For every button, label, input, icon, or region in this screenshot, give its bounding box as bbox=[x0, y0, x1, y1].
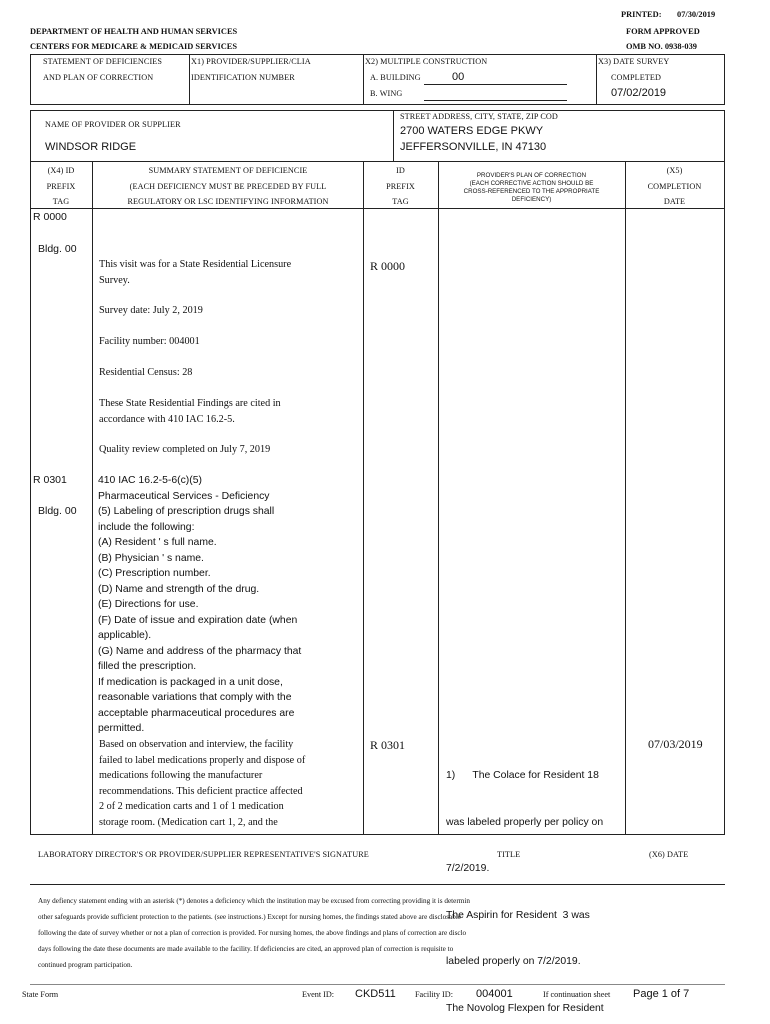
finding-text: Based on observation and interview, the facility failed to label medications properly and dispose of medications following the manufacturer recommendations. This deficient practice affected 2 of 2 medication carts and 1 of 1 medication storage room. (Medication cart 1, 2, and the bbox=[99, 739, 306, 828]
plan-of-correction: 1) The Colace for Resident 18 was labeled properly per policy on 7/2/2019. The Aspirin for Resident 3 was labeled properly on 7/2/2019. The Novolog Flexpen for Resident bbox=[446, 770, 604, 1014]
x1-label-1: X1) PROVIDER/SUPPLIER/CLIA bbox=[191, 57, 311, 66]
id-tag-r0301: R 0301 bbox=[370, 738, 406, 752]
col-x5-1: (X5) bbox=[666, 166, 683, 175]
col-summary-2: (EACH DEFICIENCY MUST BE PRECEDED BY FULL bbox=[129, 182, 327, 191]
x3-label-2: COMPLETED bbox=[611, 73, 662, 82]
findings-statement: These State Residential Findings are cited in accordance with 410 IAC 16.2-5. bbox=[99, 398, 281, 425]
col-id-1: ID bbox=[396, 166, 405, 175]
form-approved: FORM APPROVED bbox=[626, 27, 700, 36]
statement-label-2: AND PLAN OF CORRECTION bbox=[43, 73, 154, 82]
col-summary-1: SUMMARY STATEMENT OF DEFICIENCIE bbox=[148, 166, 308, 175]
tag-r0000: R 0000 bbox=[33, 211, 67, 223]
page-number: Page 1 of 7 bbox=[633, 988, 690, 1000]
col-x4-2: PREFIX bbox=[46, 182, 76, 191]
printed-date: 07/30/2019 bbox=[677, 10, 716, 19]
col-id-2: PREFIX bbox=[386, 182, 415, 191]
event-id-label: Event ID: bbox=[302, 990, 335, 999]
x2-label: X2) MULTIPLE CONSTRUCTION bbox=[365, 57, 488, 66]
visit-intro: This visit was for a State Residential Licensure Survey. bbox=[99, 259, 292, 286]
city-state-zip: JEFFERSONVILLE, IN 47130 bbox=[400, 141, 547, 153]
col-plan-1: PROVIDER'S PLAN OF CORRECTION bbox=[476, 172, 587, 179]
signature-label: LABORATORY DIRECTOR'S OR PROVIDER/SUPPLIER REPRESENTATIVE'S SIGNATURE bbox=[38, 850, 369, 859]
printed-label: PRINTED: bbox=[621, 10, 662, 19]
col-plan-2: (EACH CORRECTIVE ACTION SHOULD BE bbox=[469, 180, 594, 187]
survey-date: Survey date: July 2, 2019 bbox=[99, 305, 203, 316]
street-address: 2700 WATERS EDGE PKWY bbox=[400, 125, 544, 137]
col-summary-3: REGULATORY OR LSC IDENTIFYING INFORMATION bbox=[127, 197, 329, 206]
title-label: TITLE bbox=[497, 850, 521, 859]
x1-label-2: IDENTIFICATION NUMBER bbox=[191, 73, 295, 82]
dept-title: DEPARTMENT OF HEALTH AND HUMAN SERVICES bbox=[30, 27, 238, 36]
col-x4-3: TAG bbox=[52, 197, 70, 206]
regulation-text: 410 IAC 16.2-5-6(c)(5) Pharmaceutical Services - Deficiency (5) Labeling of prescription drugs shall include the following: (A) Resident ' s full name. (B) Physician ' s name. (C) Prescription number. (D) Name and strength of the drug. (E) Directions for use. (F) Date of issue and expiration date (when applicable). (G) Name and address of the pharmacy that filled the prescription. If medication is packaged in a unit dose, reasonable variations that comply with the acceptable pharmaceutical procedures are permitted. bbox=[98, 475, 302, 734]
statement-label-1: STATEMENT OF DEFICIENCIES bbox=[43, 57, 163, 66]
x6-date-label: (X6) DATE bbox=[649, 850, 689, 859]
col-x5-2: COMPLETION bbox=[647, 182, 702, 191]
col-plan-3: CROSS-REFERENCED TO THE APPROPRIATE bbox=[463, 188, 600, 195]
completion-date: 07/03/2019 bbox=[648, 737, 703, 751]
building-value: 00 bbox=[452, 71, 465, 83]
event-id-value: CKD511 bbox=[355, 988, 396, 1000]
omb-number: OMB NO. 0938-039 bbox=[626, 42, 697, 51]
facility-number: Facility number: 004001 bbox=[99, 336, 200, 347]
x3-label-1: X3) DATE SURVEY bbox=[598, 57, 670, 66]
col-x5-3: DATE bbox=[663, 197, 686, 206]
col-plan-4: DEFICIENCY) bbox=[511, 196, 552, 203]
street-label: STREET ADDRESS, CITY, STATE, ZIP COD bbox=[400, 112, 558, 121]
provider-name: WINDSOR RIDGE bbox=[45, 141, 137, 153]
facility-id-label: Facility ID: bbox=[415, 990, 453, 999]
residential-census: Residential Census: 28 bbox=[99, 367, 193, 378]
col-id-3: TAG bbox=[392, 197, 409, 206]
id-tag-r0000: R 0000 bbox=[370, 259, 406, 273]
wing-label: B. WING bbox=[370, 89, 403, 98]
tag-r0301: R 0301 bbox=[33, 474, 67, 486]
building-label: A. BUILDING bbox=[370, 73, 421, 82]
continuation-label: If continuation sheet bbox=[543, 990, 611, 999]
centers-title: CENTERS FOR MEDICARE & MEDICAID SERVICES bbox=[30, 42, 238, 51]
facility-id-value: 004001 bbox=[476, 988, 513, 1000]
provider-name-label: NAME OF PROVIDER OR SUPPLIER bbox=[45, 120, 181, 129]
bldg-label-2: Bldg. 00 bbox=[38, 505, 77, 517]
col-x4-1: (X4) ID bbox=[47, 166, 75, 175]
survey-completed-date: 07/02/2019 bbox=[611, 87, 667, 99]
quality-review: Quality review completed on July 7, 2019 bbox=[99, 444, 271, 455]
bldg-label-1: Bldg. 00 bbox=[38, 243, 77, 255]
disclaimer: Any defiency statement ending with an asterisk (*) denotes a deficiency which the institution may be excused from correcting providing it is determin other safeguards provide sufficient protection to the patients. (see instructions.) Except for nursing homes, the findings stated above are disclosable following the date of survey whether or not a plan of correction is provided. For nursing homes, the above findings and plans of correction are disclo days following the date these documents are made available to the facility. If deficiencies are cited, an approved plan of correction is requisite to continued program participation. bbox=[38, 897, 470, 969]
state-form-label: State Form bbox=[22, 990, 59, 999]
